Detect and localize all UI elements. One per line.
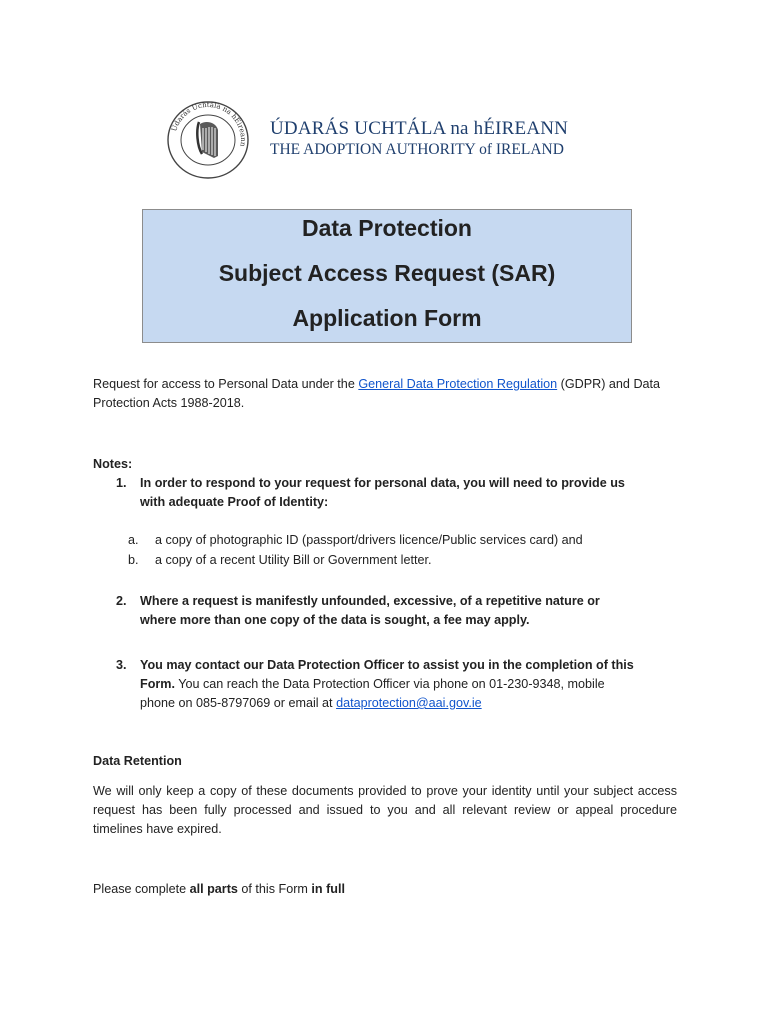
note-3-number: 3.	[116, 658, 127, 672]
note-1-line-2: with adequate Proof of Identity:	[140, 495, 329, 509]
complete-bold-all-parts: all parts	[189, 882, 238, 896]
note-2-line-2: where more than one copy of the data is sought, a fee may apply.	[140, 613, 530, 627]
title-line-3: Application Form	[292, 305, 482, 331]
note-1-number: 1.	[116, 476, 127, 490]
data-retention-body: We will only keep a copy of these documents provided to prove your identity until your subject access request has been fully processed and issued to you and all relevant review or appeal procedure timelines have expired.	[93, 784, 677, 836]
note-3-line-2	[140, 675, 680, 694]
intro-paragraph	[93, 375, 693, 413]
sub-item-b-text: a copy of a recent Utility Bill or Government letter.	[155, 553, 432, 567]
note-1-text	[140, 474, 680, 512]
note-3-text	[140, 656, 680, 713]
notes-heading: Notes:	[93, 457, 133, 471]
complete-text-before: Please complete	[93, 882, 190, 896]
note-2-number: 2.	[116, 594, 127, 608]
complete-instruction	[93, 880, 345, 899]
gdpr-link[interactable]: General Data Protection Regulation	[358, 377, 558, 391]
intro-text-before: Request for access to Personal Data under the	[93, 377, 359, 391]
dpo-email-link[interactable]: dataprotection@aai.gov.ie	[336, 696, 482, 710]
note-3-line-1: You may contact our Data Protection Officer to assist you in the completion of this	[140, 658, 634, 672]
title-line-1: Data Protection	[302, 215, 472, 241]
complete-text-middle: of this Form	[237, 882, 312, 896]
sub-item-b-label: b.	[128, 553, 139, 567]
note-3-line-3-text: phone on 085-8797069 or email at	[140, 696, 337, 710]
title-line-2: Subject Access Request (SAR)	[218, 260, 556, 286]
note-3-line-2-rest: You can reach the Data Protection Officer via phone on 01-230-9348, mobile	[174, 677, 605, 691]
note-3-form-bold: Form.	[140, 677, 175, 691]
organisation-name	[270, 118, 568, 160]
sub-item-a-label: a.	[128, 533, 139, 547]
org-name-english: THE ADOPTION AUTHORITY of IRELAND	[270, 141, 564, 158]
complete-bold-in-full: in full	[311, 882, 345, 896]
note-1-line-1: In order to respond to your request for personal data, you will need to provide us	[140, 476, 625, 490]
svg-text:Údarás Uchtála na hÉireann: Údarás Uchtála na hÉireann	[170, 100, 248, 147]
note-3-line-3	[140, 694, 680, 713]
data-retention-heading: Data Retention	[93, 754, 182, 768]
harp-seal-logo	[166, 100, 250, 180]
org-name-irish: ÚDARÁS UCHTÁLA na hÉIREANN	[270, 118, 569, 139]
note-2-text	[140, 592, 680, 630]
sub-item-a-text: a copy of photographic ID (passport/drivers licence/Public services card) and	[155, 533, 583, 547]
title-box	[142, 209, 632, 343]
note-2-line-1: Where a request is manifestly unfounded, excessive, of a repetitive nature or	[140, 594, 600, 608]
intro-text-after: (GDPR) and Data Protection Acts 1988-2018.	[93, 377, 661, 410]
